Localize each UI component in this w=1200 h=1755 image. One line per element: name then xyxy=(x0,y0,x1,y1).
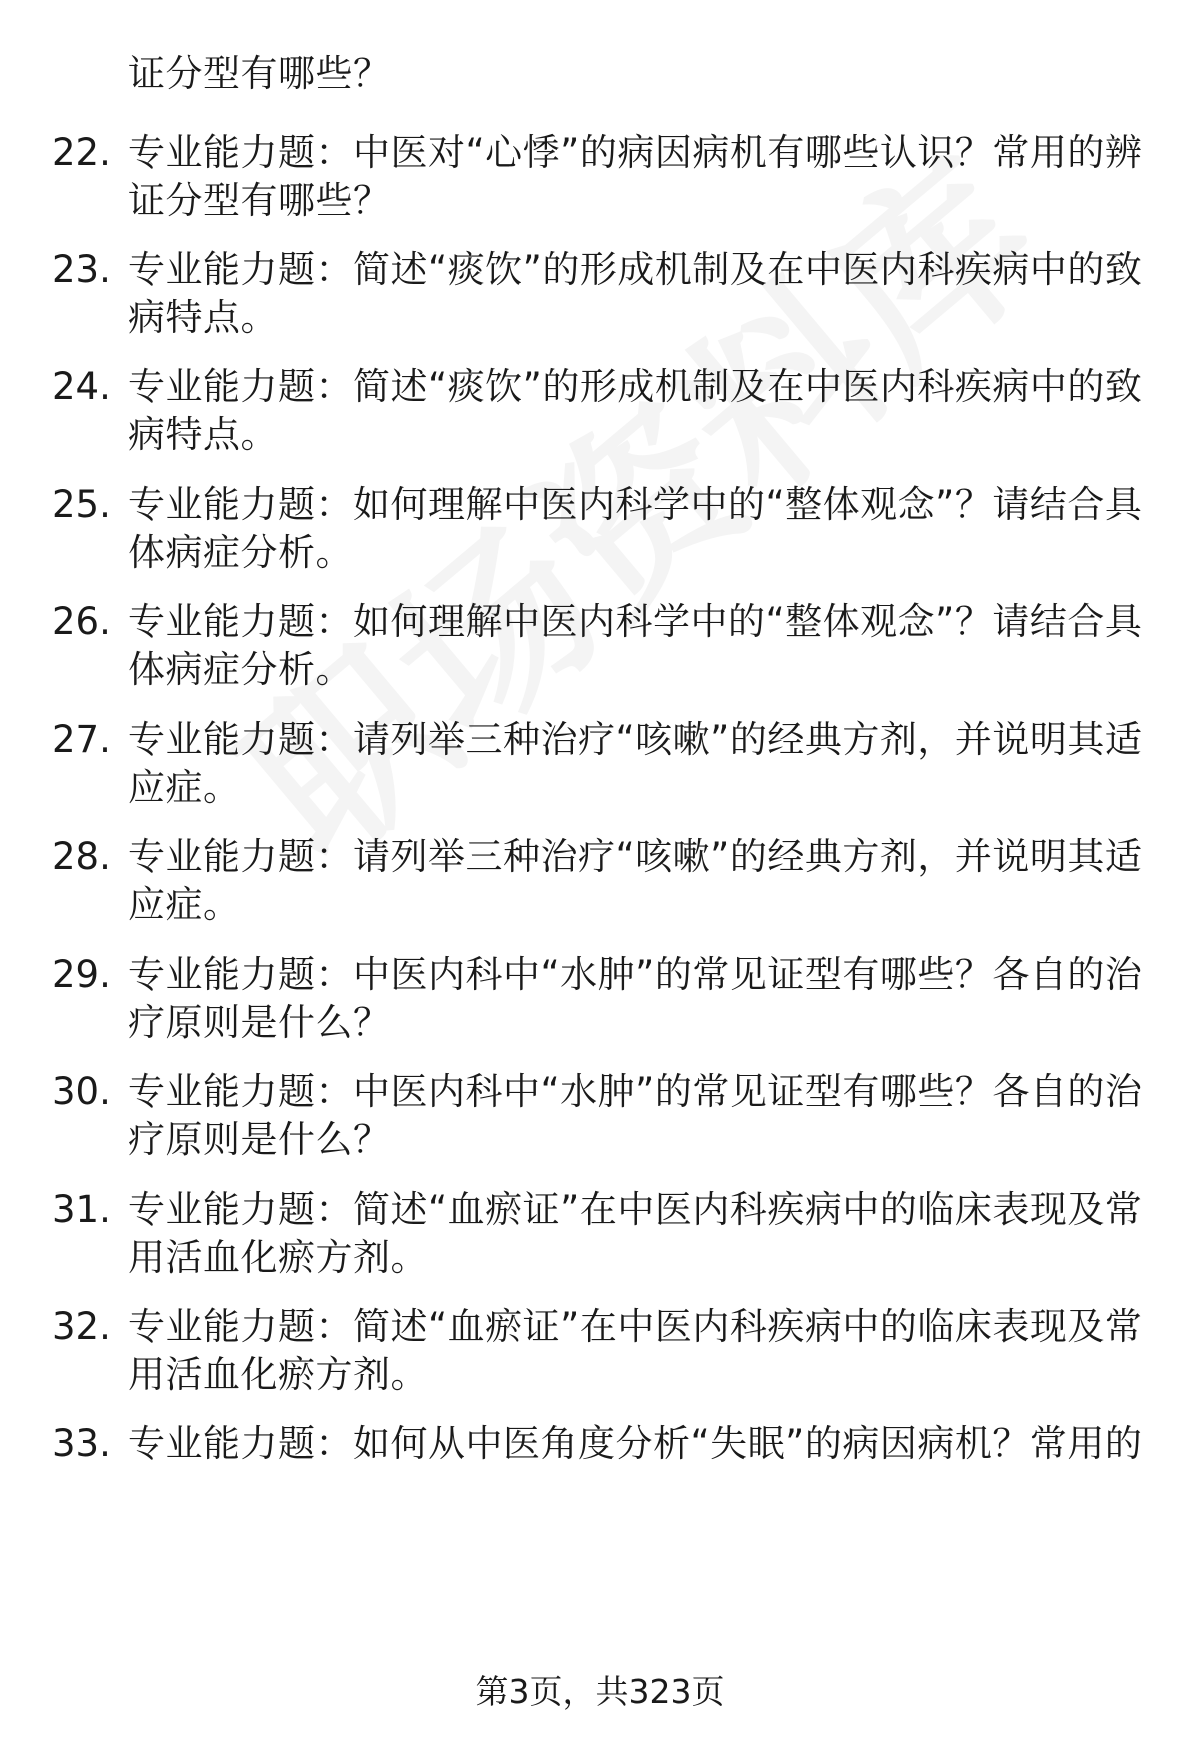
question-number: 25. xyxy=(52,483,111,526)
question-line: 专业能力题：请列举三种治疗“咳嗽”的经典方剂，并说明其适 xyxy=(128,835,1143,878)
question-number: 30. xyxy=(52,1070,111,1113)
question-line: 专业能力题：中医对“心悸”的病因病机有哪些认识？常用的辨 xyxy=(128,131,1143,174)
question-line: 疗原则是什么？ xyxy=(128,1001,391,1044)
question-line: 用活血化瘀方剂。 xyxy=(128,1236,428,1279)
question-line: 应症。 xyxy=(128,883,241,926)
question-number: 23. xyxy=(52,248,111,291)
question-number: 24. xyxy=(52,365,111,408)
question-line: 证分型有哪些？ xyxy=(128,179,391,222)
question-line: 专业能力题：如何从中医角度分析“失眠”的病因病机？常用的 xyxy=(128,1422,1143,1465)
question-number: 27. xyxy=(52,718,111,761)
question-line: 体病症分析。 xyxy=(128,648,353,691)
question-number: 33. xyxy=(52,1422,111,1465)
question-line: 专业能力题：请列举三种治疗“咳嗽”的经典方剂，并说明其适 xyxy=(128,718,1143,761)
question-line: 专业能力题：如何理解中医内科学中的“整体观念”？请结合具 xyxy=(128,600,1143,643)
question-line: 应症。 xyxy=(128,766,241,809)
question-line: 专业能力题：中医内科中“水肿”的常见证型有哪些？各自的治 xyxy=(128,1070,1143,1113)
question-line: 专业能力题：简述“痰饮”的形成机制及在中医内科疾病中的致 xyxy=(128,248,1143,291)
question-line: 疗原则是什么？ xyxy=(128,1118,391,1161)
question-line: 体病症分析。 xyxy=(128,531,353,574)
question-line: 病特点。 xyxy=(128,413,278,456)
question-number: 29. xyxy=(52,953,111,996)
question-number: 28. xyxy=(52,835,111,878)
question-number: 31. xyxy=(52,1188,111,1231)
question-number: 32. xyxy=(52,1305,111,1348)
question-line: 证分型有哪些？ xyxy=(128,52,391,95)
question-number: 22. xyxy=(52,131,111,174)
question-number: 26. xyxy=(52,600,111,643)
page-footer: 第3页，共323页 xyxy=(475,1672,725,1711)
question-line: 专业能力题：简述“血瘀证”在中医内科疾病中的临床表现及常 xyxy=(128,1305,1143,1348)
question-line: 用活血化瘀方剂。 xyxy=(128,1353,428,1396)
question-line: 病特点。 xyxy=(128,296,278,339)
question-line: 专业能力题：简述“痰饮”的形成机制及在中医内科疾病中的致 xyxy=(128,365,1143,408)
question-line: 专业能力题：简述“血瘀证”在中医内科疾病中的临床表现及常 xyxy=(128,1188,1143,1231)
question-line: 专业能力题：中医内科中“水肿”的常见证型有哪些？各自的治 xyxy=(128,953,1143,996)
question-line: 专业能力题：如何理解中医内科学中的“整体观念”？请结合具 xyxy=(128,483,1143,526)
